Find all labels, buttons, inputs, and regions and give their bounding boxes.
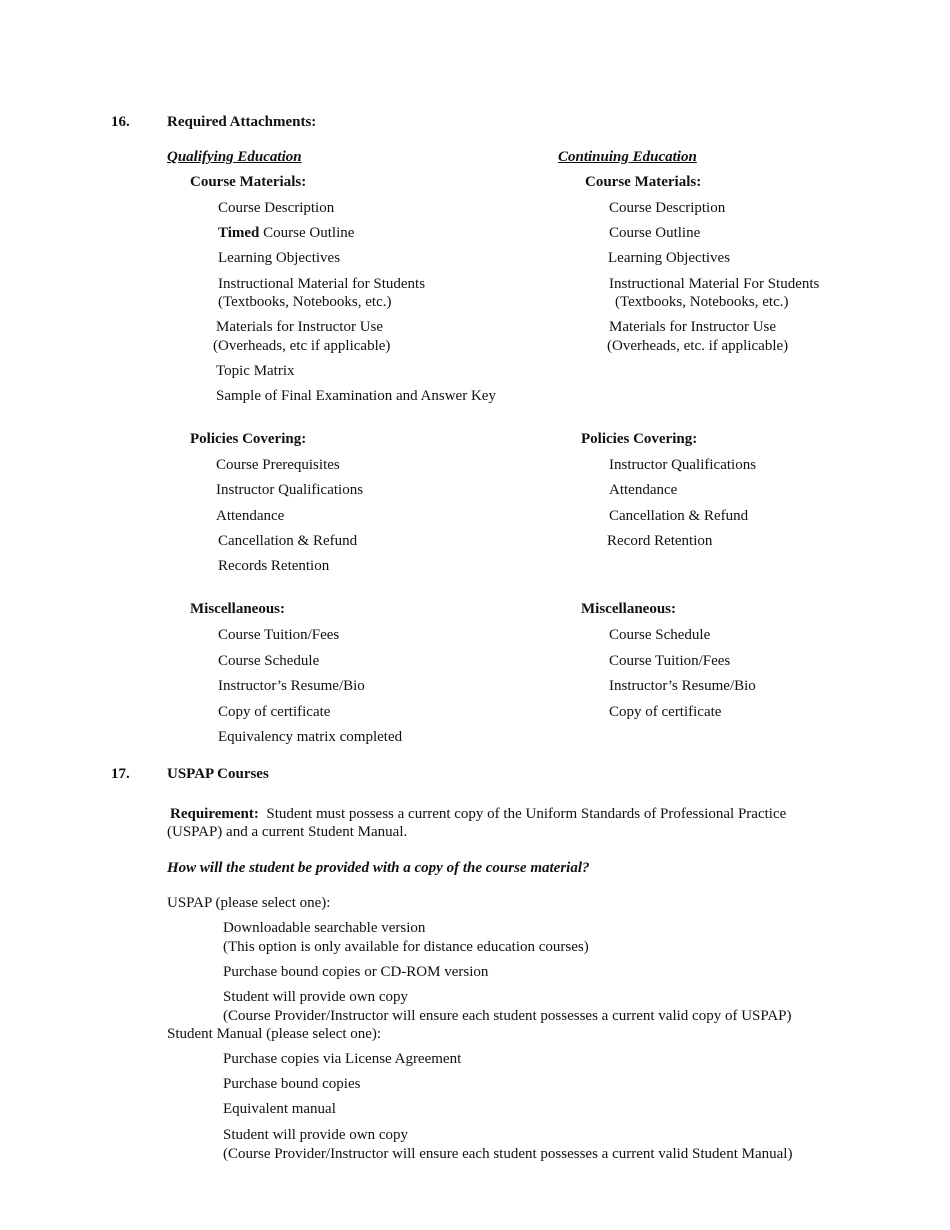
uspap-option: Student will provide own copy — [223, 989, 408, 1005]
continuing-policy: Record Retention — [607, 533, 713, 549]
qualifying-item-note: (Overheads, etc if applicable) — [213, 338, 391, 354]
continuing-policy: Instructor Qualifications — [609, 457, 757, 473]
section-17-title: USPAP Courses — [167, 766, 269, 782]
uspap-option-note: (This option is only available for distance education courses) — [223, 939, 589, 955]
qualifying-misc-heading: Miscellaneous: — [190, 601, 285, 617]
uspap-option-note: (Course Provider/Instructor will ensure each student possesses a current valid copy of USPAP) — [223, 1008, 792, 1024]
continuing-item: Course Outline — [609, 225, 701, 241]
continuing-policy: Attendance — [609, 482, 678, 498]
continuing-misc-heading: Miscellaneous: — [581, 601, 676, 617]
continuing-course-materials-heading: Course Materials: — [585, 174, 702, 190]
manual-option: Purchase bound copies — [223, 1076, 361, 1092]
continuing-misc-item: Course Schedule — [609, 627, 711, 643]
uspap-option: Purchase bound copies or CD-ROM version — [223, 964, 489, 980]
manual-option-note: (Course Provider/Instructor will ensure each student possesses a current valid Student Manual) — [223, 1146, 793, 1162]
qualifying-policy: Instructor Qualifications — [216, 482, 364, 498]
continuing-misc-item: Course Tuition/Fees — [609, 653, 731, 669]
continuing-education-heading: Continuing Education — [558, 149, 697, 165]
manual-option: Student will provide own copy — [223, 1127, 408, 1143]
continuing-item-note: (Textbooks, Notebooks, etc.) — [615, 294, 789, 310]
qualifying-item: Instructional Material for Students — [218, 276, 426, 292]
qualifying-misc-item: Course Schedule — [218, 653, 320, 669]
continuing-policies-heading: Policies Covering: — [581, 431, 698, 447]
section-16-title: Required Attachments: — [167, 114, 317, 130]
continuing-item: Instructional Material For Students — [609, 276, 820, 292]
qualifying-misc-item: Course Tuition/Fees — [218, 627, 340, 643]
manual-option: Equivalent manual — [223, 1101, 336, 1117]
uspap-select-label: USPAP (please select one): — [167, 895, 331, 911]
requirement-label: Requirement: — [170, 806, 259, 822]
uspap-option: Downloadable searchable version — [223, 920, 426, 936]
manual-select-label: Student Manual (please select one): — [167, 1026, 382, 1042]
qualifying-item: Sample of Final Examination and Answer Key — [216, 388, 496, 404]
qualifying-policies-heading: Policies Covering: — [190, 431, 307, 447]
qualifying-policy: Records Retention — [218, 558, 330, 574]
qualifying-item — [218, 224, 354, 242]
qualifying-misc-item: Copy of certificate — [218, 704, 331, 720]
timed-label: Timed — [218, 225, 260, 241]
requirement-text: Student must possess a current copy of the Uniform Standards of Professional Practice — [266, 806, 787, 822]
qualifying-education-heading: Qualifying Education — [167, 149, 302, 165]
qualifying-item-note: (Textbooks, Notebooks, etc.) — [218, 294, 392, 310]
continuing-item: Materials for Instructor Use — [609, 319, 777, 335]
qualifying-policy: Course Prerequisites — [216, 457, 340, 473]
continuing-misc-item: Instructor’s Resume/Bio — [609, 678, 756, 694]
section-17-number: 17. — [111, 766, 130, 782]
qualifying-item: Learning Objectives — [218, 250, 341, 266]
continuing-item: Course Description — [609, 200, 726, 216]
continuing-item-note: (Overheads, etc. if applicable) — [607, 338, 789, 354]
qualifying-course-materials-heading: Course Materials: — [190, 174, 307, 190]
qualifying-item-text: Course Outline — [263, 225, 355, 241]
qualifying-misc-item: Instructor’s Resume/Bio — [218, 678, 365, 694]
manual-option: Purchase copies via License Agreement — [223, 1051, 462, 1067]
continuing-item: Learning Objectives — [608, 250, 731, 266]
material-question: How will the student be provided with a copy of the course material? — [167, 860, 590, 876]
continuing-policy: Cancellation & Refund — [609, 508, 749, 524]
section-16-number: 16. — [111, 114, 130, 130]
qualifying-policy: Cancellation & Refund — [218, 533, 358, 549]
qualifying-item: Course Description — [218, 200, 335, 216]
requirement-line-2: (USPAP) and a current Student Manual. — [167, 824, 408, 840]
qualifying-item: Materials for Instructor Use — [216, 319, 384, 335]
qualifying-policy: Attendance — [216, 508, 285, 524]
continuing-misc-item: Copy of certificate — [609, 704, 722, 720]
qualifying-misc-item: Equivalency matrix completed — [218, 729, 403, 745]
qualifying-item: Topic Matrix — [216, 363, 295, 379]
requirement-line — [170, 805, 786, 823]
